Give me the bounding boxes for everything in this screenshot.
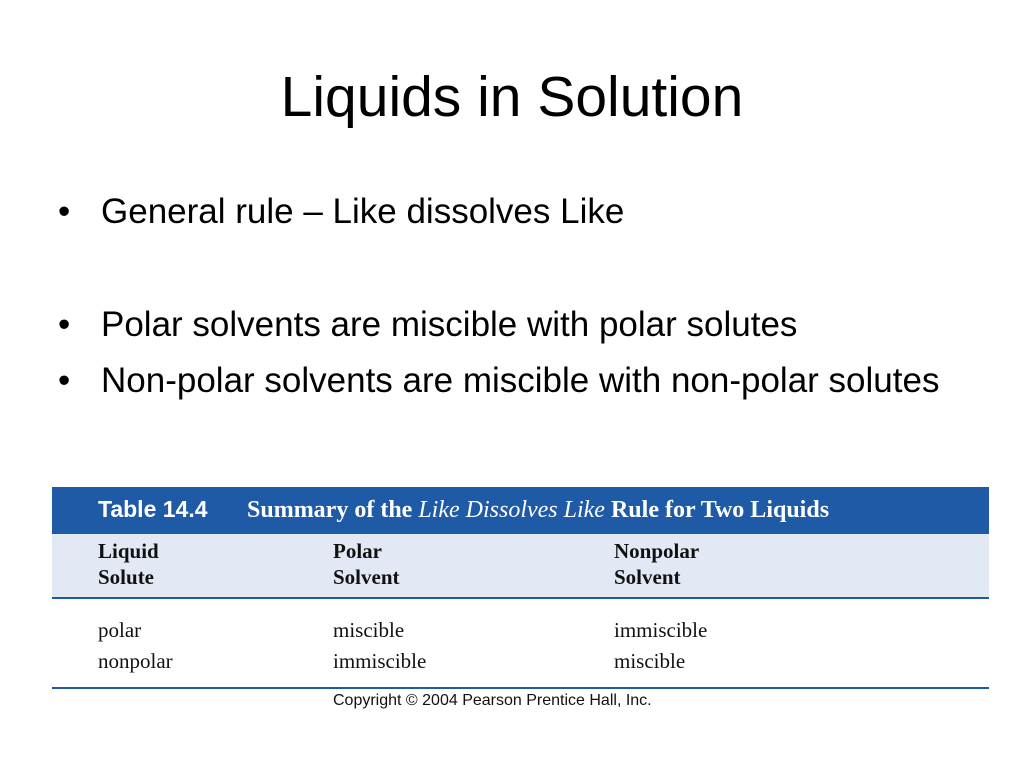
copyright-notice: Copyright © 2004 Pearson Prentice Hall, Inc. (333, 692, 652, 709)
table-cell: miscible (614, 649, 686, 673)
table-cell: immiscible (333, 649, 427, 673)
bullet-text: Polar solvents are miscible with polar solutes (101, 305, 798, 344)
column-header-line: Solvent (333, 565, 400, 589)
bullet-marker: • (58, 192, 71, 231)
bullet-text: Non-polar solvents are miscible with non-polar solutes (101, 361, 940, 400)
table-cell: miscible (333, 618, 405, 642)
bullet-marker: • (58, 305, 71, 344)
table-caption-bar (52, 487, 989, 534)
table-title-tail: Rule for Two Liquids (610, 497, 830, 523)
column-header-line: Nonpolar (614, 539, 700, 563)
table-title (247, 497, 829, 524)
column-header (614, 538, 699, 590)
column-header-line: Liquid (98, 539, 159, 563)
table-header-row (52, 534, 989, 599)
bullet-text: General rule – Like dissolves Like (101, 192, 625, 231)
column-header (98, 538, 159, 590)
table-title-lead: Summary of the (247, 497, 413, 523)
column-header-line: Solvent (614, 565, 681, 589)
table-cell: polar (98, 618, 142, 642)
table-number: Table 14.4 (98, 496, 208, 522)
table-title-emphasis: Like Dissolves Like (418, 497, 605, 523)
slide-title: Liquids in Solution (280, 65, 744, 129)
bullet-marker: • (58, 361, 71, 400)
table-bottom-rule (52, 687, 989, 689)
table-cell: immiscible (614, 618, 708, 642)
column-header-line: Solute (98, 565, 155, 589)
column-header-line: Polar (333, 539, 382, 563)
table-cell: nonpolar (98, 649, 173, 673)
column-header (333, 538, 400, 590)
